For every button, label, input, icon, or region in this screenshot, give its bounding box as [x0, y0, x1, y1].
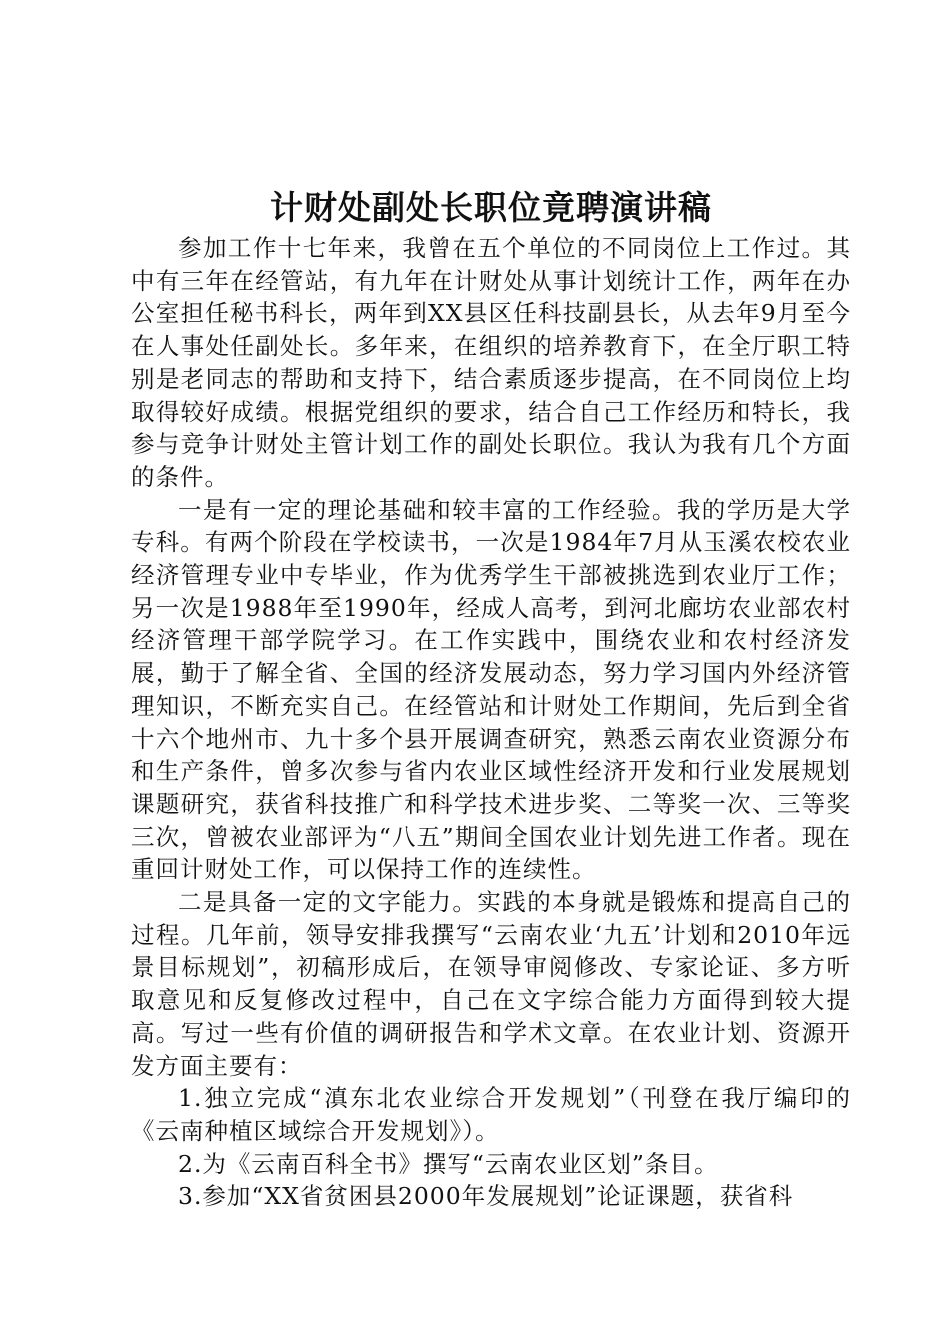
document-title: 计财处副处长职位竟聘演讲稿: [270, 188, 712, 227]
list-item-2: 2.为《云南百科全书》撰写“云南农业区划”条目。: [178, 1149, 719, 1178]
list-item-3: 3.参加“XX省贫困县2000年发展规划”论证课题，获省科: [178, 1182, 794, 1211]
paragraph-intro: 参加工作十七年来，我曾在五个单位的不同岗位上工作过。其中有三年在经管站，有九年在计财处从事计划统计工作，两年在办公室担任秘书科长，两年到XX县区任科技副县长，从去年9月至今在人事处任副处长。多年来，在组织的培养教育下，在全厅职工特别是老同志的帮助和支持下，结合素质逐步提高，在不同岗位上均取得较好成绩。根据党组织的要求，结合自己工作经历和特长，我参与竞争计财处主管计划工作的副处长职位。我认为我有几个方面的条件。: [131, 234, 851, 491]
paragraph-point-two: 二是具备一定的文字能力。实践的本身就是锻炼和提高自己的过程。几年前，领导安排我撰写“云南农业‘九五’计划和2010年远景目标规划”，初稿形成后，在领导审阅修改、专家论证、多方听取意见和反复修改过程中，自己在文字综合能力方面得到较大提高。写过一些有价值的调研报告和学术文章。在农业计划、资源开发方面主要有：: [131, 888, 851, 1080]
document-page: [131, 186, 851, 1213]
list-item-1: 1.独立完成“滇东北农业综合开发规划”（刊登在我厅编印的《云南种植区域综合开发规划》）。: [131, 1084, 851, 1145]
paragraph-point-one: 一是有一定的理论基础和较丰富的工作经验。我的学历是大学专科。有两个阶段在学校读书，一次是1984年7月从玉溪农校农业经济管理专业中专毕业，作为优秀学生干部被挑选到农业厅工作；另一次是1988年至1990年，经成人高考，到河北廊坊农业部农村经济管理干部学院学习。在工作实践中，围绕农业和农村经济发展，勤于了解全省、全国的经济发展动态，努力学习国内外经济管理知识，不断充实自己。在经管站和计财处工作期间，先后到全省十六个地州市、九十多个县开展调查研究，熟悉云南农业资源分布和生产条件，曾多次参与省内农业区域性经济开发和行业发展规划课题研究，获省科技推广和科学技术进步奖、二等奖一次、三等奖三次，曾被农业部评为“八五”期间全国农业计划先进工作者。现在重回计财处工作，可以保持工作的连续性。: [131, 495, 851, 884]
